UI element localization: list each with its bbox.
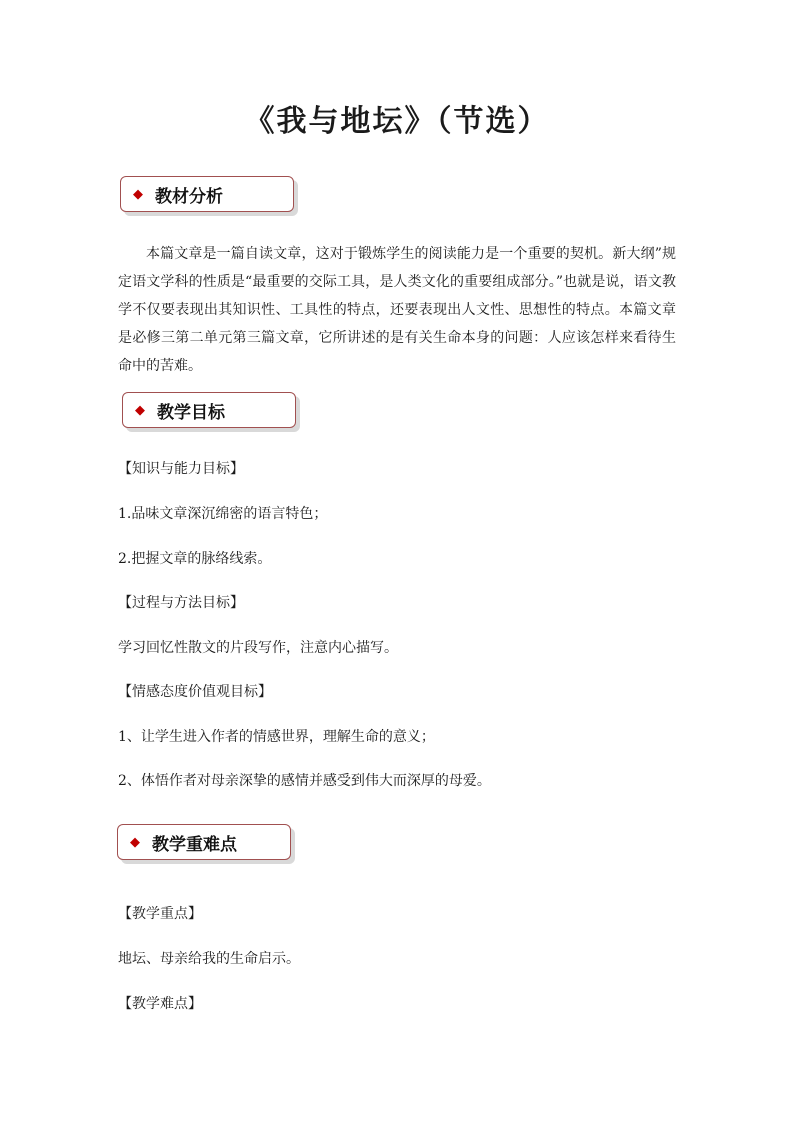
difficulty-title: 【教学难点】	[118, 996, 202, 1012]
knowledge-goal-item: 2.把握文章的脉络线索。	[118, 551, 272, 567]
diamond-icon: ◆	[135, 402, 145, 418]
emotion-goal-title: 【情感态度价值观目标】	[118, 684, 272, 700]
knowledge-goal-item: 1.品味文章深沉绵密的语言特色；	[118, 506, 328, 522]
diamond-icon: ◆	[130, 834, 140, 850]
emotion-goal-item: 2、体悟作者对母亲深挚的感情并感受到伟大而深厚的母爱。	[118, 773, 491, 789]
emotion-goal-item: 1、让学生进入作者的情感世界，理解生命的意义；	[118, 729, 435, 745]
section-heading: 教材分析	[155, 186, 223, 207]
diamond-icon: ◆	[133, 186, 143, 202]
process-goal-title: 【过程与方法目标】	[118, 595, 244, 611]
section-header-key-points	[117, 824, 291, 860]
section-header-analysis	[120, 176, 294, 212]
analysis-paragraph: 本篇文章是一篇自读文章，这对于锻炼学生的阅读能力是一个重要的契机。新大纲”规定语文学科的性质是“最重要的交际工具，是人类文化的重要组成部分。”也就是说，语文教学不仅要表现出其知识性、工具性的特点，还要表现出人文性、思想性的特点。本篇文章是必修三第二单元第三篇文章，它所讲述的是有关生命本身的问题：人应该怎样来看待生命中的苦难。	[118, 246, 676, 374]
focus-item: 地坛、母亲给我的生命启示。	[118, 951, 300, 967]
section-heading: 教学重难点	[152, 834, 237, 855]
page-title: 《我与地坛》（节选）	[244, 104, 550, 139]
knowledge-goal-title: 【知识与能力目标】	[118, 461, 244, 477]
process-goal-item: 学习回忆性散文的片段写作，注意内心描写。	[118, 640, 398, 656]
focus-title: 【教学重点】	[118, 906, 202, 922]
section-header-goals	[122, 392, 296, 428]
section-heading: 教学目标	[157, 402, 225, 423]
